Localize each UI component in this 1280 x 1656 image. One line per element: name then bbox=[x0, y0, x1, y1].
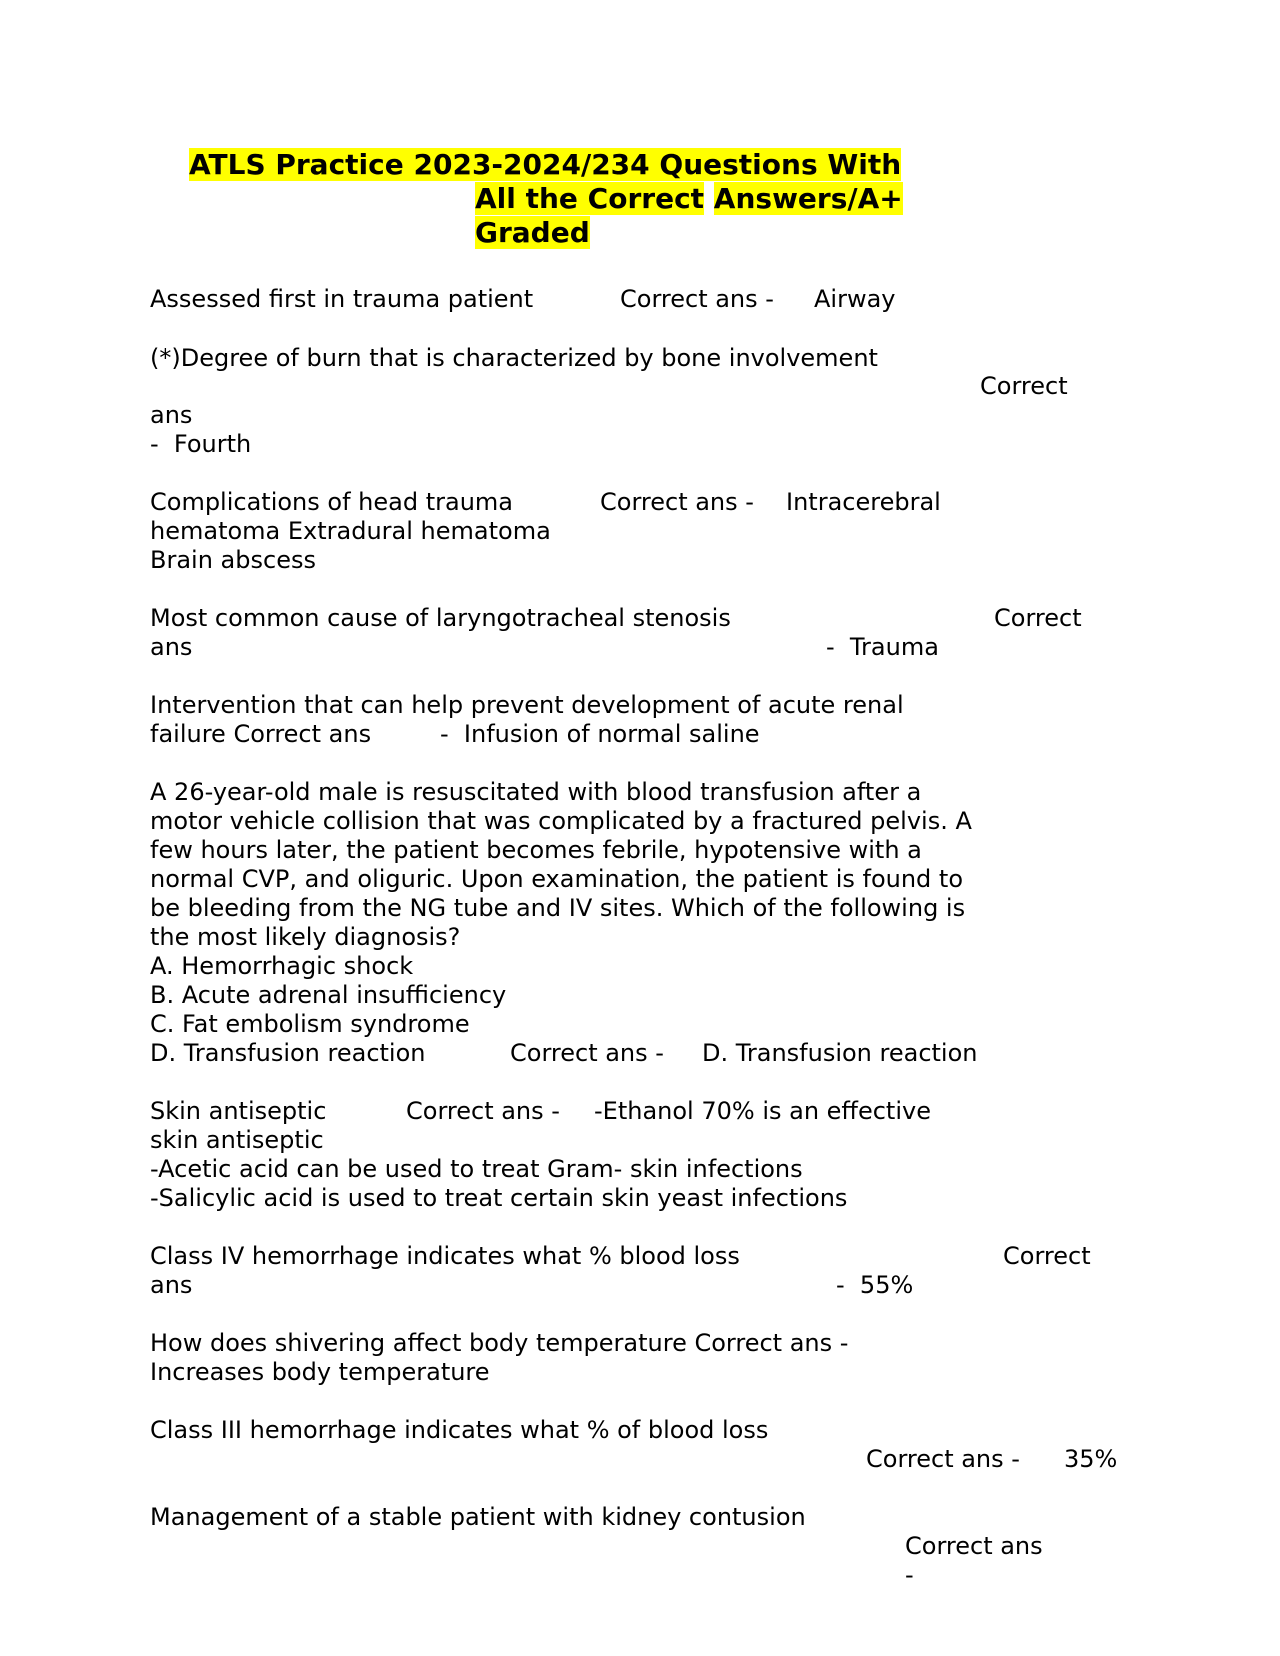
q4-answer: - Trauma bbox=[826, 633, 939, 661]
q7-question: Skin antiseptic bbox=[150, 1097, 327, 1125]
q6-option-a: A. Hemorrhagic shock bbox=[150, 952, 414, 980]
q7-answer-line-3: -Acetic acid can be used to treat Gram- skin infections bbox=[150, 1155, 803, 1183]
q7-answer-line-1: -Ethanol 70% is an effective bbox=[594, 1097, 931, 1125]
q6-question-line-3: few hours later, the patient becomes febrile, hypotensive with a bbox=[150, 836, 922, 864]
q4-answer-label-a: Correct bbox=[994, 604, 1082, 632]
q1-answer-label: Correct ans - bbox=[620, 285, 774, 313]
document-title-line-2 bbox=[475, 182, 903, 216]
q6-answer: D. Transfusion reaction bbox=[702, 1039, 978, 1067]
q2-answer-label-a: Correct bbox=[980, 372, 1068, 400]
q10-question: Class III hemorrhage indicates what % of blood loss bbox=[150, 1416, 769, 1444]
title-text-2b: Answers/A+ bbox=[713, 182, 903, 215]
q1-question: Assessed first in trauma patient bbox=[150, 285, 534, 313]
q3-answer-line-2: hematoma Extradural hematoma bbox=[150, 517, 551, 545]
q6-option-c: C. Fat embolism syndrome bbox=[150, 1010, 470, 1038]
q10-answer-label: Correct ans - bbox=[866, 1445, 1020, 1473]
q3-answer-line-3: Brain abscess bbox=[150, 546, 316, 574]
q3-answer-label: Correct ans - bbox=[600, 488, 754, 516]
q1-answer: Airway bbox=[814, 285, 896, 313]
q5-question-line-1: Intervention that can help prevent development of acute renal bbox=[150, 691, 904, 719]
q7-answer-line-2: skin antiseptic bbox=[150, 1126, 324, 1154]
document-title-line-3 bbox=[475, 216, 590, 250]
q3-question: Complications of head trauma bbox=[150, 488, 513, 516]
q11-question: Management of a stable patient with kidney contusion bbox=[150, 1503, 806, 1531]
q9-answer: Increases body temperature bbox=[150, 1358, 490, 1386]
q7-answer-line-4: -Salicylic acid is used to treat certain skin yeast infections bbox=[150, 1184, 848, 1212]
title-text-3: Graded bbox=[475, 216, 590, 249]
q6-question-line-4: normal CVP, and oliguric. Upon examination, the patient is found to bbox=[150, 865, 963, 893]
q11-answer-label: Correct ans bbox=[905, 1532, 1043, 1560]
title-text-2a: All the Correct bbox=[475, 182, 705, 215]
q2-answer-label-b: ans bbox=[150, 401, 193, 429]
q4-answer-label-b: ans bbox=[150, 633, 193, 661]
q6-option-b: B. Acute adrenal insufficiency bbox=[150, 981, 507, 1009]
q6-question-line-5: be bleeding from the NG tube and IV sites. Which of the following is bbox=[150, 894, 966, 922]
q8-answer-label-a: Correct bbox=[1003, 1242, 1091, 1270]
q5-question-line-2: failure Correct ans bbox=[150, 720, 372, 748]
q11-answer: - bbox=[905, 1561, 914, 1589]
q4-question: Most common cause of laryngotracheal stenosis bbox=[150, 604, 731, 632]
q2-question: (*)Degree of burn that is characterized by bone involvement bbox=[150, 344, 878, 372]
q6-question-line-2: motor vehicle collision that was complicated by a fractured pelvis. A bbox=[150, 807, 972, 835]
q6-question-line-1: A 26-year-old male is resuscitated with blood transfusion after a bbox=[150, 778, 922, 806]
q7-answer-label: Correct ans - bbox=[406, 1097, 560, 1125]
q5-answer: - Infusion of normal saline bbox=[440, 720, 760, 748]
q10-answer: 35% bbox=[1064, 1445, 1118, 1473]
title-text-1: ATLS Practice 2023-2024/234 Questions With bbox=[189, 148, 902, 181]
q3-answer-line-1: Intracerebral bbox=[786, 488, 941, 516]
q8-answer-label-b: ans bbox=[150, 1271, 193, 1299]
q6-question-line-6: the most likely diagnosis? bbox=[150, 923, 461, 951]
q6-answer-label: Correct ans - bbox=[510, 1039, 664, 1067]
q6-option-d: D. Transfusion reaction bbox=[150, 1039, 426, 1067]
q9-question: How does shivering affect body temperature Correct ans - bbox=[150, 1329, 849, 1357]
q2-answer: - Fourth bbox=[150, 430, 252, 458]
document-title-line-1 bbox=[189, 148, 901, 182]
q8-answer: - 55% bbox=[836, 1271, 914, 1299]
q8-question: Class IV hemorrhage indicates what % blood loss bbox=[150, 1242, 740, 1270]
